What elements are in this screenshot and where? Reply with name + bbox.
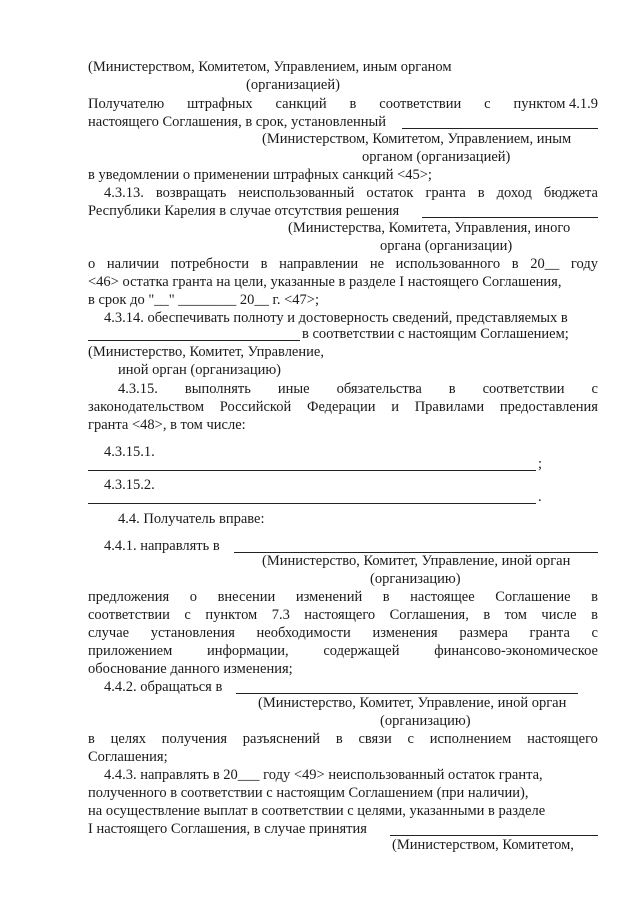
text-line: 4.4.2. обращаться в — [104, 679, 223, 695]
text-line: полученного в соответствии с настоящим Соглашением (при наличии), — [88, 785, 529, 801]
justified-line: Получателю штрафных санкций в соответствии с пунктом 4.1.9 — [88, 96, 598, 112]
text-line: (Министерством, Комитетом, Управлением, иным — [262, 131, 572, 147]
justified-line: о наличии потребности в направлении не использованного в 20__ году — [88, 256, 598, 272]
text-line: (организацию) — [380, 713, 471, 729]
text-line: настоящего Соглашения, в срок, установленный — [88, 114, 387, 130]
blank-line — [88, 340, 300, 341]
text-line: на осуществление выплат в соответствии с целями, указанными в разделе — [88, 803, 546, 819]
text-line: гранта <48>, в том числе: — [88, 417, 246, 433]
text-line: органа (организации) — [380, 238, 513, 254]
justified-line: 4.3.15. выполнять иные обязательства в соответствии с — [118, 381, 598, 397]
text-line: в уведомлении о применении штрафных санкций <45>; — [88, 167, 432, 183]
justified-line: приложением информации, содержащей финансово-экономическое — [88, 643, 598, 659]
text-line: 4.4.3. направлять в 20___ году <49> неиспользованный остаток гранта, — [104, 767, 543, 783]
text-line: 4.3.14. обеспечивать полноту и достоверность сведений, представляемых в — [104, 310, 568, 326]
text-line: ; — [538, 456, 543, 472]
text-line: 4.4. Получатель вправе: — [118, 511, 265, 527]
justified-line: соответствии с пунктом 7.3 настоящего Соглашения, в том числе в — [88, 607, 598, 623]
text-line: Республики Карелия в случае отсутствия решения — [88, 203, 400, 219]
justified-line: случае установления необходимости изменения размера гранта с — [88, 625, 598, 641]
text-line: в срок до "__" ________ 20__ г. <47>; — [88, 292, 319, 308]
blank-line — [88, 503, 536, 504]
text-line: Соглашения; — [88, 749, 168, 765]
justified-line: в целях получения разъяснений в связи с исполнением настоящего — [88, 731, 598, 747]
justified-line: 4.3.13. возвращать неиспользованный остаток гранта в доход бюджета — [104, 185, 598, 201]
text-line: 4.3.15.1. — [104, 444, 155, 460]
text-line: (Министерством, Комитетом, Управлением, иным органом — [88, 59, 452, 75]
text-line: органом (организацией) — [362, 149, 511, 165]
text-line: (Министерство, Комитет, Управление, иной орган — [258, 695, 567, 711]
text-line: (Министерство, Комитет, Управление, иной орган — [262, 553, 571, 569]
justified-line: предложения о внесении изменений в настоящее Соглашение в — [88, 589, 598, 605]
justified-line: законодательством Российской Федерации и Правилами предоставления — [88, 399, 598, 415]
text-line: обоснование данного изменения; — [88, 661, 293, 677]
text-line: 4.4.1. направлять в — [104, 538, 220, 554]
text-line: (организацией) — [246, 77, 340, 93]
blank-line — [88, 470, 536, 471]
text-line: иной орган (организацию) — [118, 362, 281, 378]
text-line: (Министерством, Комитетом, — [392, 837, 574, 853]
text-line: <46> остатка гранта на цели, указанные в разделе I настоящего Соглашения, — [88, 274, 562, 290]
text-line: (Министерства, Комитета, Управления, иного — [288, 220, 571, 236]
blank-line — [402, 128, 598, 129]
text-line: 4.3.15.2. — [104, 477, 155, 493]
text-line: I настоящего Соглашения, в случае принятия — [88, 821, 367, 837]
blank-line — [422, 217, 598, 218]
text-line: . — [538, 489, 542, 505]
text-line: в соответствии с настоящим Соглашением; — [302, 326, 569, 342]
text-line: (организацию) — [370, 571, 461, 587]
text-line: (Министерство, Комитет, Управление, — [88, 344, 324, 360]
